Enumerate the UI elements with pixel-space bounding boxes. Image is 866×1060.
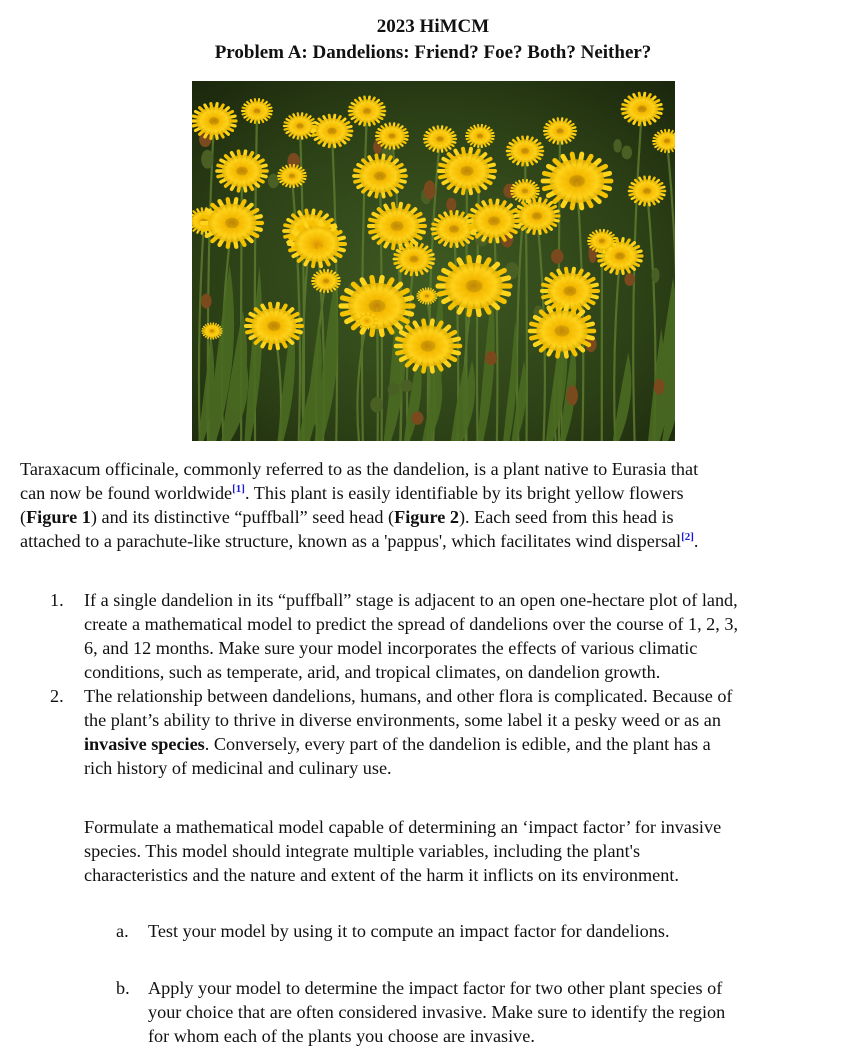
task-2 [84,684,854,780]
dandelion-flower [530,306,594,357]
dandelion-flower [312,115,352,147]
subitem-b-line: your choice that are often considered invasive. Make sure to identify the region [148,1002,726,1022]
intro-line-4 [20,529,850,553]
invasive-species-term: invasive species [84,734,205,754]
dandelion-flower [278,165,306,187]
dandelion-flower [357,313,377,329]
flower-bud [412,412,424,425]
intro-text: attached to a parachute-like structure, known as a 'pappus', which facilitates wind dispersal [20,531,682,551]
subitem-b-label: b. [116,978,130,998]
flower-bud [446,198,456,212]
dandelion-flower [466,125,494,147]
task-2-line [84,732,854,756]
subitem-b [148,976,848,1048]
dandelion-flower [192,104,236,139]
dandelion-flower [312,270,340,292]
intro-line-1: Taraxacum officinale, commonly referred to as the dandelion, is a plant native to Eurasia that [20,459,699,479]
flower-bud [613,139,621,152]
flower-bud [400,380,412,392]
flower-bud [201,150,213,169]
dandelion-flower [507,137,543,166]
task-2-text: . Conversely, every part of the dandelion is edible, and the plant has a [204,734,711,754]
figure-1-ref: Figure 1 [26,507,91,527]
dandelion-flower [544,118,576,143]
dandelion-flower [349,97,385,126]
dandelion-flower [588,230,616,252]
task-2-line: The relationship between dandelions, humans, and other flora is complicated. Because of [84,686,733,706]
intro-text: ) and its distinctive “puffball” seed head ( [90,507,395,527]
formulate-paragraph [84,815,854,887]
intro-text: . This plant is easily identifiable by its bright yellow flowers [244,483,684,503]
dandelion-flower [394,243,434,275]
document-title: 2023 HiMCM [376,16,490,37]
dandelion-flower [376,123,408,148]
reference-1-link[interactable]: [1] [232,483,245,495]
subitem-a-label: a. [116,921,129,941]
task-1-line: If a single dandelion in its “puffball” stage is adjacent to an open one-hectare plot of land, [84,590,738,610]
intro-line-3 [20,505,850,529]
list-number-1: 1. [50,590,64,610]
subitem-b-line: for whom each of the plants you choose are invasive. [148,1026,535,1046]
dandelion-flower [468,200,520,241]
flower-bud [622,146,632,160]
figure-2-ref: Figure 2 [394,507,459,527]
dandelion-flower [439,149,495,193]
intro-line-2 [20,481,850,505]
formulate-line: characteristics and the nature and extent of the harm it inflicts on its environment. [84,865,679,885]
dandelion-flower [246,304,302,348]
flower-bud [201,294,212,309]
flower-bud [551,249,563,264]
flower-bud [624,273,635,286]
subitem-a: Test your model by using it to compute an impact factor for dandelions. [148,921,670,941]
flower-bud [424,180,436,199]
dandelion-flower [438,257,510,314]
dandelion-flower [284,113,316,138]
dandelion-flower [289,222,345,266]
list-number-2: 2. [50,686,64,706]
task-1-line: 6, and 12 months. Make sure your model incorporates the effects of various climatic [84,638,698,658]
problem-title: Problem A: Dandelions: Friend? Foe? Both? Neither? [214,42,652,63]
dandelion-flower [515,199,559,234]
task-1-line: create a mathematical model to predict the spread of dandelions over the course of 1, 2, 3, [84,614,738,634]
dandelion-flower [341,277,413,334]
subitem-b-line: Apply your model to determine the impact factor for two other plant species of [148,978,723,998]
intro-text: can now be found worldwide [20,483,233,503]
intro-text: ). Each seed from this head is [458,507,674,527]
intro-text: . [693,531,699,551]
flower-bud [388,383,399,396]
dandelion-flower [622,93,662,125]
dandelion-flower [629,177,665,206]
flower-bud [567,385,578,405]
flower-bud [654,379,664,395]
dandelion-flower [424,126,456,151]
flower-bud [485,351,497,365]
task-2-line: the plant’s ability to thrive in diverse environments, some label it a pesky weed or as an [84,710,721,730]
task-1 [84,588,854,684]
dandelion-flower [242,99,272,123]
dandelion-flower [369,204,425,248]
reference-2-link[interactable]: [2] [681,531,694,543]
dandelion-flower [396,321,460,372]
dandelion-flower [202,199,262,247]
formulate-line: Formulate a mathematical model capable of determining an ‘impact factor’ for invasive [84,817,722,837]
intro-paragraph [20,457,850,553]
intro-text: ( [20,507,27,527]
dandelion-flower [417,288,437,304]
task-1-line: conditions, such as temperate, arid, and tropical climates, on dandelion growth. [84,662,661,682]
dandelion-photo [192,81,675,441]
dandelion-flower [354,155,406,196]
dandelion-field-image [192,81,675,441]
dandelion-flower [202,323,222,339]
dandelion-flower [543,154,611,208]
task-2-line: rich history of medicinal and culinary use. [84,758,392,778]
flower-bud [370,397,383,412]
dandelion-flower [217,151,267,191]
formulate-line: species. This model should integrate multiple variables, including the plant's [84,841,641,861]
flower-bud [651,268,659,283]
